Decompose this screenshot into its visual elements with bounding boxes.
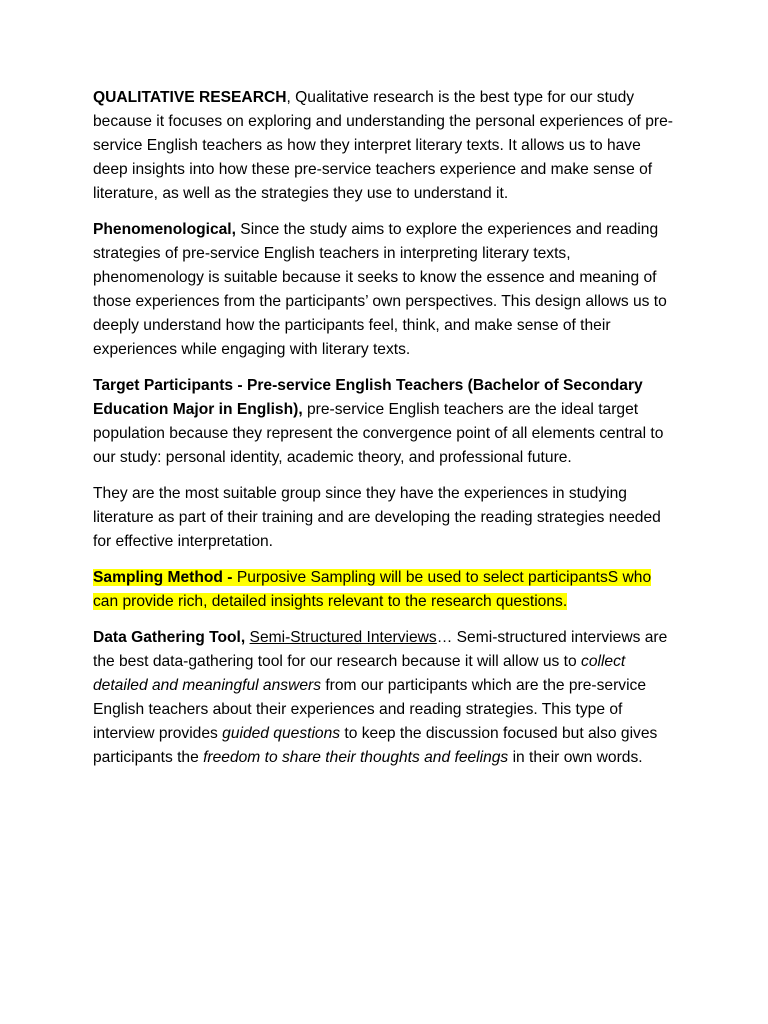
data-gathering-italic-1: collect detailed and meaningful answers: [93, 653, 626, 694]
data-gathering-text-3: to keep the discussion focused but also gives participants the: [93, 725, 658, 766]
target-participants-paragraph: [93, 374, 678, 470]
data-gathering-text-2: from our participants which are the pre-service English teachers about their experiences and reading strategies. This type of interview provides: [93, 677, 647, 742]
data-gathering-heading: Data Gathering Tool,: [93, 629, 246, 646]
target-participants-heading: Target Participants - Pre-service English Teachers (Bachelor of Secondary Education Major in English),: [93, 377, 643, 418]
data-gathering-text-4: in their own words.: [508, 749, 643, 766]
data-gathering-paragraph: [93, 626, 678, 770]
target-participants-text: pre-service English teachers are the ideal target population because they represent the convergence point of all elements central to our study: personal identity, academic theory, and professional future.: [93, 401, 664, 466]
phenomenological-text: Since the study aims to explore the experiences and reading strategies of pre-service English teachers in interpreting literary texts, phenomenology is suitable because it seeks to know the essence and meaning of those experiences from the participants’ own perspectives. This design allows us to deeply understand how the participants feel, think, and make sense of their experiences while engaging with literary texts.: [93, 221, 667, 358]
data-gathering-italic-3: freedom to share their thoughts and feelings: [203, 749, 509, 766]
qualitative-research-heading: QUALITATIVE RESEARCH: [93, 89, 287, 106]
qualitative-research-text: , Qualitative research is the best type for our study because it focuses on exploring and understanding the personal experiences of pre-service English teachers as how they interpret literary texts. It allows us to have deep insights into how these pre-service teachers experience and make sense of literature, as well as the strategies they use to understand it.: [93, 89, 673, 202]
document-page: [93, 86, 678, 782]
semi-structured-interviews-link: Semi-Structured Interviews: [249, 629, 437, 646]
sampling-method-text: Purposive Sampling will be used to select participantsS who can provide rich, detailed insights relevant to the research questions.: [93, 569, 652, 610]
qualitative-research-paragraph: [93, 86, 678, 206]
phenomenological-paragraph: [93, 218, 678, 362]
sampling-method-paragraph: [93, 566, 678, 614]
phenomenological-heading: Phenomenological,: [93, 221, 236, 238]
sampling-method-heading: Sampling Method -: [93, 569, 237, 586]
suitable-group-paragraph: [93, 482, 678, 554]
data-gathering-italic-2: guided questions: [222, 725, 341, 742]
suitable-group-text: They are the most suitable group since they have the experiences in studying literature as part of their training and are developing the reading strategies needed for effective interpretation.: [93, 485, 661, 550]
data-gathering-text-1: … Semi-structured interviews are the best data-gathering tool for our research because it will allow us to: [93, 629, 668, 670]
